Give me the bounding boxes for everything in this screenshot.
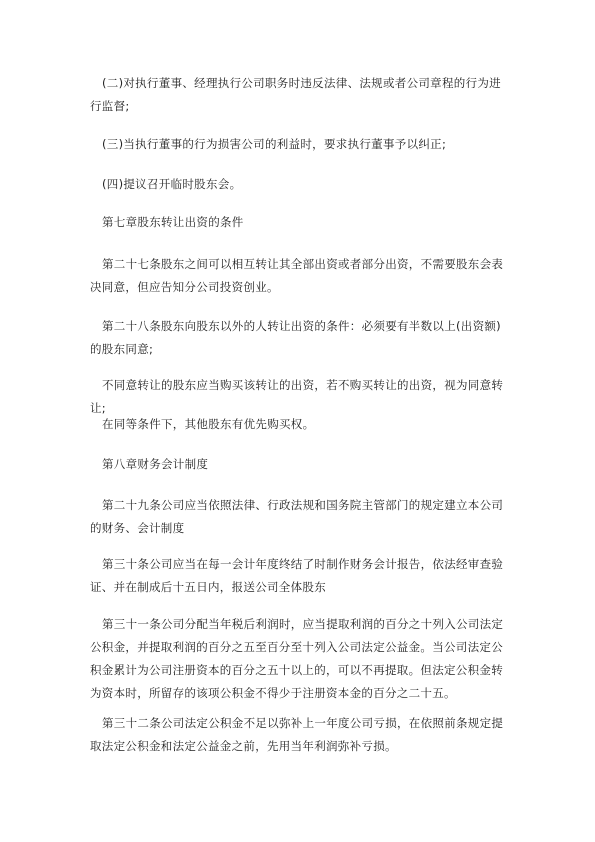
paragraph-supervision-clause-3: (三)当执行董事的行为损害公司的利益时，要求执行董事予以纠正; <box>102 137 447 151</box>
article-28-preemption-clause: 在同等条件下，其他股东有优先购买权。 <box>102 417 315 431</box>
article-31: 第三十一条公司分配当年税后利润时，应当提取利润的百分之十列入公司法定公积金，并提取利润的百分之五至百分至十列入公司法定公益金。当公司法定公积金累计为公司注册资本的百分之五十以上的，可以不再提取。但法定公积金转为资本时，所留存的该项公积金不得少于注册资本金的百分之二十五。 <box>90 617 504 700</box>
article-28-dissent-clause: 不同意转让的股东应当购买该转让的出资，若不购买转让的出资，视为同意转让; <box>90 378 504 415</box>
article-27: 第二十七条股东之间可以相互转让其全部出资或者部分出资，不需要股东会表决同意，但应告知分公司投资创业。 <box>90 257 504 294</box>
chapter-heading-7: 第七章股东转让出资的条件 <box>102 215 244 229</box>
article-30: 第三十条公司应当在每一会计年度终结了时制作财务会计报告，依法经审查验证、并在制成后十五日内，报送公司全体股东 <box>90 557 504 594</box>
paragraph-supervision-clause-2: (二)对执行董事、经理执行公司职务时违反法律、法规或者公司章程的行为进行监督; <box>90 76 501 113</box>
article-28: 第二十八条股东向股东以外的人转让出资的条件：必须要有半数以上(出资额)的股东同意; <box>90 319 501 356</box>
article-32: 第三十二条公司法定公积金不足以弥补上一年度公司亏损，在依照前条规定提取法定公积金和法定公益金之前，先用当年利润弥补亏损。 <box>90 716 504 753</box>
paragraph-supervision-clause-4: (四)提议召开临时股东会。 <box>102 177 242 191</box>
article-29: 第二十九条公司应当依照法律、行政法规和国务院主管部门的规定建立本公司的财务、会计制度 <box>90 498 504 535</box>
chapter-heading-8: 第八章财务会计制度 <box>102 457 209 471</box>
